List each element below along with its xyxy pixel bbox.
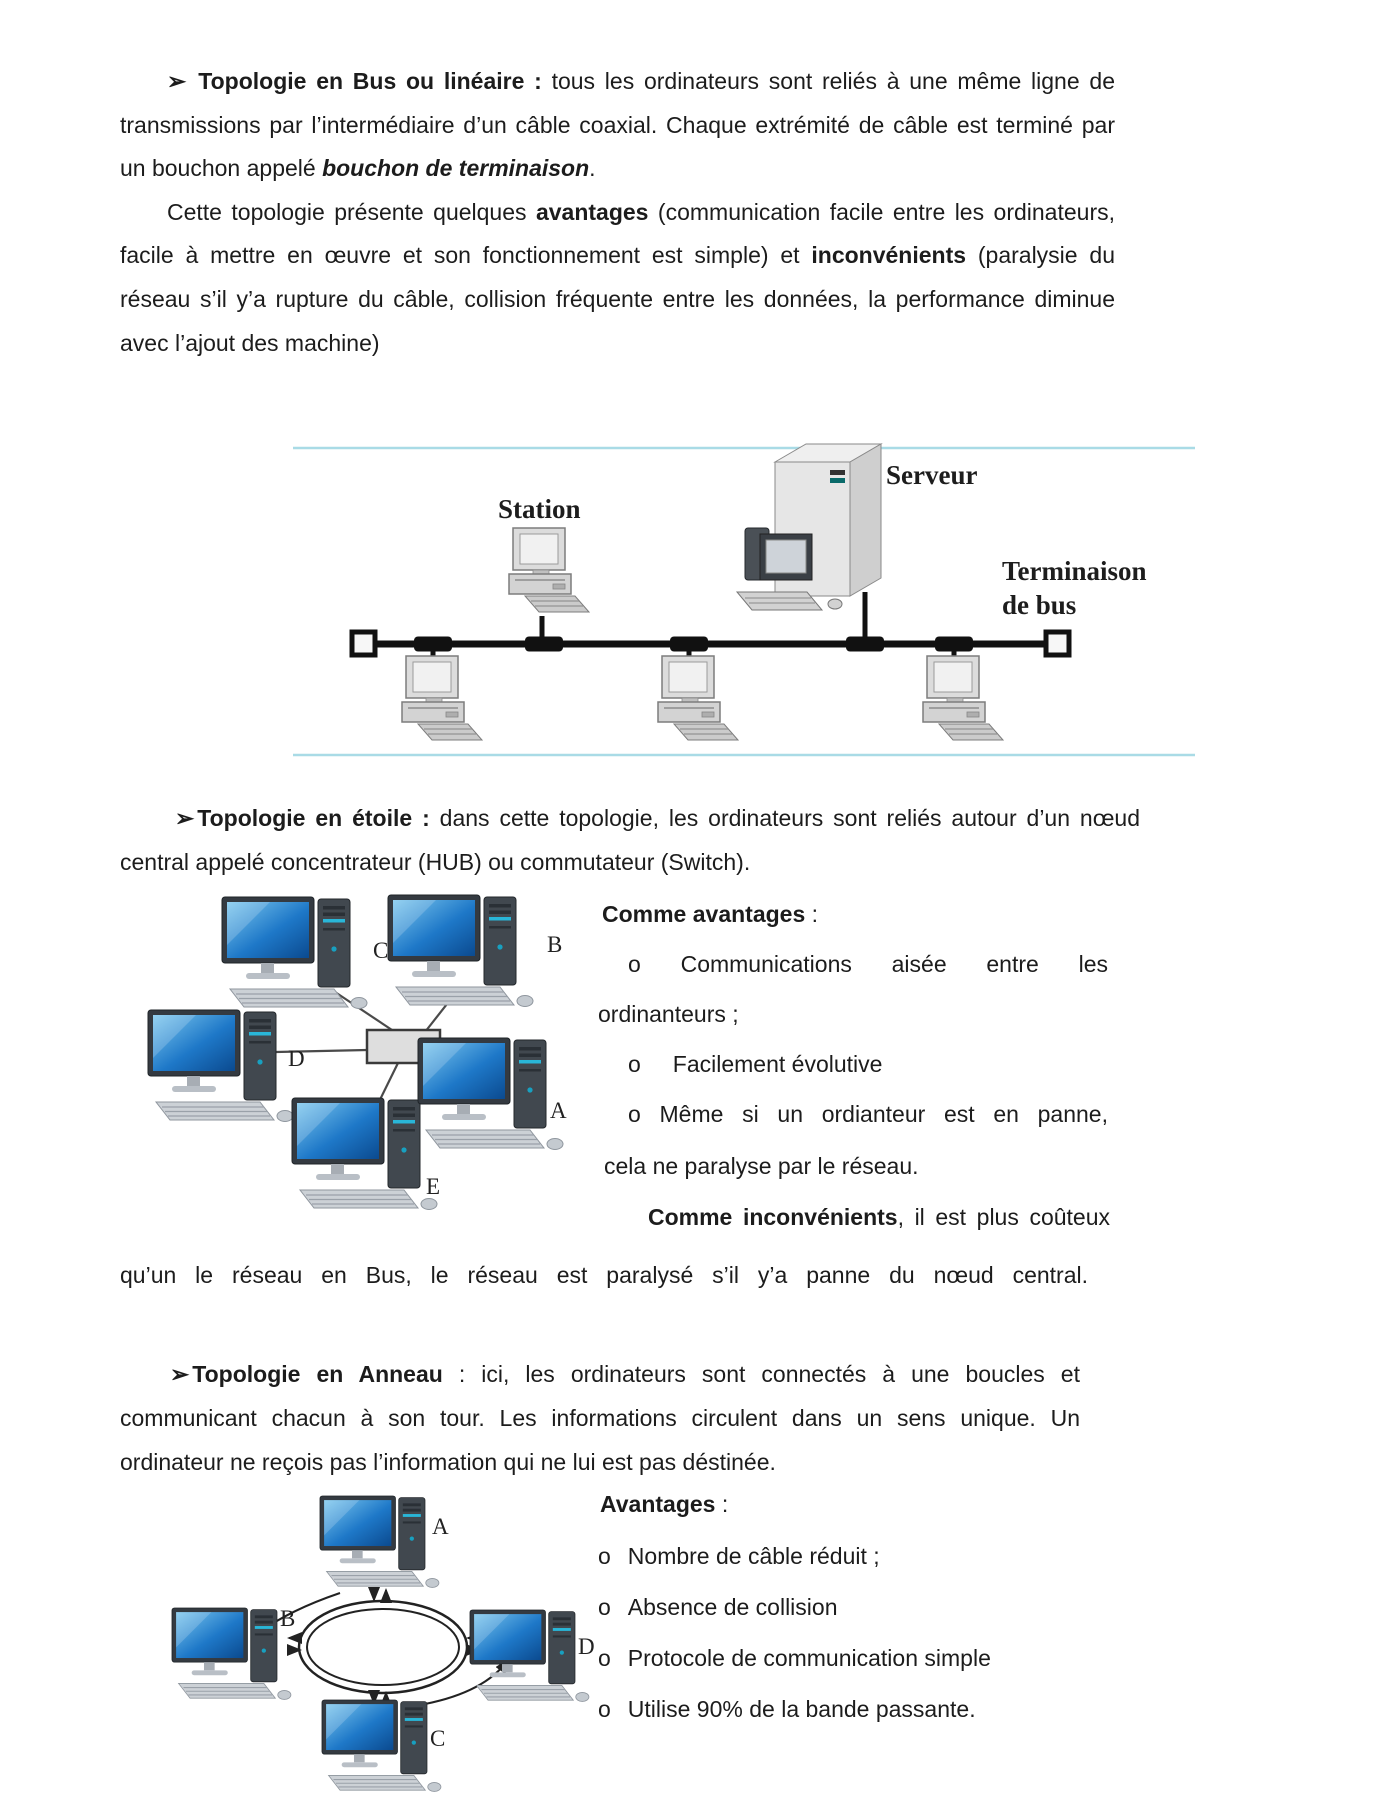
- terminator-label-line2: de bus: [1002, 590, 1077, 620]
- paragraph-bus-topology: [120, 60, 1115, 365]
- star-computer-b-icon: [388, 895, 533, 1007]
- ring-advantages-heading-bold: Avantages: [600, 1491, 716, 1517]
- paragraph-star-topology: [120, 796, 1140, 884]
- ring-label-b: B: [280, 1606, 296, 1631]
- bus-intro-paragraph: [120, 60, 1115, 191]
- star-bullet-communications-cont: ordinanteurs ;: [598, 1001, 739, 1027]
- station-computer-icon: [509, 528, 589, 612]
- terminator-label-line1: Terminaison: [1002, 556, 1147, 586]
- star-inconvenients-line: [648, 1204, 1110, 1231]
- bullet-circle-marker: o: [598, 1645, 611, 1671]
- server-icon: [737, 444, 881, 610]
- star-topology-figure: [130, 890, 580, 1242]
- bullet-circle-marker: o: [628, 1051, 641, 1077]
- ring-cable-outer: [299, 1601, 467, 1693]
- star-advantages-heading-bold: Comme avantages: [602, 901, 806, 927]
- ring-intro-paragraph: [120, 1352, 1080, 1484]
- bullet-circle-marker: o: [598, 1543, 611, 1569]
- bus2-bold-avantages: avantages: [535, 198, 649, 225]
- star-computer-d-icon: [148, 1010, 293, 1122]
- star-bullet-panne-text: Même si un ordianteur est en panne,: [659, 1101, 1108, 1127]
- star-inconvenients-bold: Comme inconvénients: [648, 1204, 898, 1230]
- bullet-circle-marker: o: [628, 951, 641, 977]
- ring-computer-b-icon: [172, 1608, 291, 1699]
- ring-bullet-bande-text: Utilise 90% de la bande passante.: [627, 1696, 976, 1722]
- bus-title: Topologie en Bus ou linéaire :: [198, 68, 542, 94]
- ring-computer-d-icon: [470, 1610, 589, 1701]
- star-advantages-heading: [602, 901, 818, 928]
- star-label-b: B: [547, 932, 563, 957]
- paragraph-ring-topology: [120, 1352, 1080, 1484]
- bus-workstation-icon: [658, 656, 738, 740]
- star-bullet-panne-cont: cela ne paralyse par le réseau.: [604, 1153, 919, 1179]
- bus2-end: (paralysie du réseau s’il y’a rupture du câble, collision fréquente entre les données, la performance diminue avec l’ajout des machine): [120, 242, 1115, 356]
- bus-terminator-right: [1046, 632, 1069, 655]
- ring-body-text: : ici, les ordinateurs sont connectés à une boucles et communicant chacun à son tour. Les informations circulent dans un sens unique. Un ordinateur ne reçois pas l’information qui ne lui est pas déstinée.: [120, 1361, 1080, 1475]
- list-arrow-glyph: ➢: [167, 68, 187, 94]
- ring-bullet-collision: [598, 1594, 837, 1621]
- ring-bullet-cable-text: Nombre de câble réduit ;: [627, 1543, 880, 1569]
- bus-tap: [670, 637, 708, 652]
- bus-topology-figure: [290, 440, 1200, 760]
- bus-workstation-icon: [923, 656, 1003, 740]
- bus2-bold-inconvenients: inconvénients: [811, 242, 967, 269]
- star-bullet-evolutive-text: Facilement évolutive: [672, 1051, 883, 1077]
- station-label: Station: [498, 494, 581, 524]
- star-link-c: [332, 990, 395, 1032]
- bus-terminator-left: [352, 632, 375, 655]
- bus-tap: [935, 637, 973, 652]
- star-bullet-evolutive: [628, 1051, 882, 1078]
- ring-bullet-protocole-text: Protocole de communication simple: [627, 1645, 991, 1671]
- bus-workstation-icon: [402, 656, 482, 740]
- ring-cable-inner: [307, 1609, 459, 1685]
- bullet-circle-marker: o: [598, 1696, 611, 1722]
- star-inconvenients-continuation: qu’un le réseau en Bus, le réseau est paralysé s’il y’a panne du nœud central.: [120, 1262, 1088, 1288]
- star-label-c: C: [373, 938, 389, 963]
- bullet-circle-marker: o: [598, 1594, 611, 1620]
- star-computer-c-icon: [222, 897, 367, 1009]
- ring-title: Topologie en Anneau: [192, 1361, 443, 1387]
- ring-bullet-collision-text: Absence de collision: [627, 1594, 838, 1620]
- bus2-lead: Cette topologie présente quelques: [167, 198, 536, 225]
- ring-label-a: A: [432, 1514, 449, 1539]
- star-bullet-communications: [628, 951, 1108, 978]
- ring-bullet-bande: [598, 1696, 976, 1723]
- list-arrow-glyph: ➢: [170, 1361, 190, 1387]
- star-inconvenients-rest: , il est plus coûteux: [897, 1204, 1110, 1230]
- bus2-mid: (communication facile entre les ordinateurs, facile à mettre en œuvre et son fonctionnement est simple) et: [120, 198, 1115, 269]
- star-bullet-panne: [628, 1101, 1108, 1128]
- server-label: Serveur: [886, 460, 978, 490]
- star-label-e: E: [426, 1174, 441, 1199]
- star-body-text: dans cette topologie, les ordinateurs sont reliés autour d’un nœud central appelé concentrateur (HUB) ou commutateur (Switch).: [120, 805, 1141, 875]
- ring-computer-a-icon: [320, 1496, 439, 1587]
- star-bullet-communications-text: Communications aisée entre les: [680, 951, 1108, 977]
- ring-topology-figure: [140, 1490, 600, 1807]
- star-advantages-heading-colon: :: [805, 901, 819, 927]
- star-intro-paragraph: [120, 796, 1140, 884]
- star-title: Topologie en étoile :: [197, 805, 430, 831]
- bus-tap: [414, 637, 452, 652]
- ring-label-d: D: [578, 1634, 595, 1659]
- star-computer-a-icon: [418, 1038, 563, 1150]
- bus-tap: [846, 637, 884, 652]
- bus-tap: [525, 637, 563, 652]
- bullet-circle-marker: o: [628, 1101, 641, 1127]
- bus-emphasis-text: bouchon de terminaison: [322, 155, 590, 182]
- star-label-d: D: [288, 1046, 305, 1071]
- ring-label-c: C: [430, 1726, 446, 1751]
- ring-bullet-protocole: [598, 1645, 991, 1672]
- bus-body-text: tous les ordinateurs sont reliés à une même ligne de transmissions par l’intermédiaire d’un câble coaxial. Chaque extrémité de câble est terminé par un bouchon appelé: [120, 68, 1115, 182]
- ring-advantages-heading: [600, 1491, 728, 1518]
- list-arrow-glyph: ➢: [175, 805, 195, 831]
- bus-advantages-paragraph: [120, 191, 1115, 365]
- ring-computer-c-icon: [322, 1700, 441, 1791]
- ring-advantages-heading-colon: :: [715, 1491, 729, 1517]
- ring-bullet-cable: [598, 1543, 880, 1570]
- star-computer-e-icon: [292, 1098, 437, 1210]
- bus-period: .: [589, 155, 596, 182]
- star-label-a: A: [550, 1098, 567, 1123]
